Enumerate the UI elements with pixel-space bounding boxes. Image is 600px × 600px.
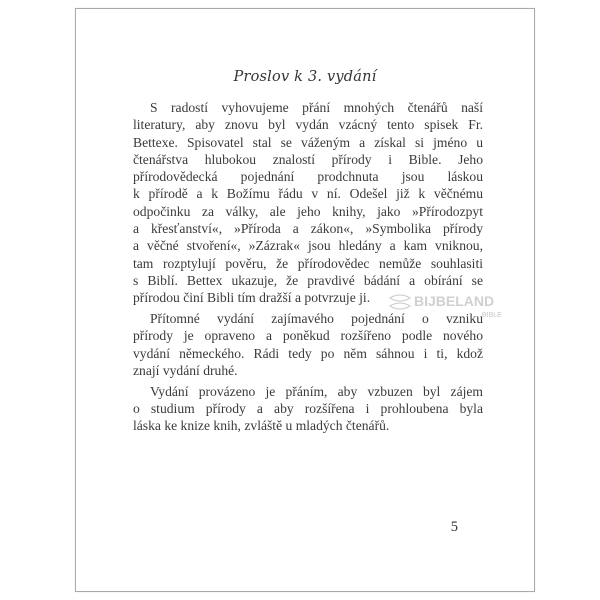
- text-line: k přírodě a k Božímu řádu v ní. Odešel již k věčnému: [133, 186, 483, 202]
- text-line: čtenářstva hlubokou znalostí přírody i Bible. Jeho: [133, 151, 483, 167]
- page-heading: Proslov k 3. vydání: [233, 69, 377, 85]
- text-line: Vydání provázeno je přáním, aby vzbuzen byl zájem: [150, 383, 483, 399]
- body-text: [133, 99, 483, 435]
- text-line: Bettexe. Spisovatel stal se váženým a získal si jméno u: [133, 134, 483, 150]
- text-line: Přítomné vydání zajímavého pojednání o vzniku: [150, 311, 483, 327]
- paragraph-2: [133, 310, 483, 379]
- page-number: 5: [450, 519, 458, 535]
- text-line: přírody je opraveno a poněkud rozšířeno podle nového: [133, 328, 483, 344]
- watermark-text: BIJBELAND: [414, 293, 495, 309]
- watermark-subtext: BIBLE: [482, 312, 502, 319]
- text-line: S radostí vyhovujeme přání mnohých čtenářů naší: [150, 100, 483, 115]
- text-line: vydání německého. Rádi tedy po něm sáhnou i ti, kdož: [133, 345, 483, 361]
- text-line: a křesťanství«, »Příroda a zákon«, »Symbolika přírody: [133, 221, 483, 237]
- text-line: s Biblí. Bettex ukazuje, že pravdivé bádání a obírání se: [133, 272, 483, 288]
- text-line: přírodovědecká pojednání prodchnuta jsou láskou: [133, 169, 483, 185]
- text-line: znají vydání druhé.: [133, 362, 238, 378]
- text-line: odpočinku za války, ale jeho knihy, jako »Přírodozpyt: [133, 203, 483, 219]
- paragraph-1: [133, 99, 483, 307]
- text-line: o studium přírody a aby rozšířena i prohloubena byla: [133, 401, 483, 417]
- text-line: literatury, aby znovu byl vydán vzácný tento spisek Fr.: [133, 117, 483, 133]
- text-line: láska ke knize knih, zvláště u mladých čtenářů.: [133, 418, 390, 434]
- text-line: a věčné stvoření«, »Zázrak« jsou hledány a kam vniknou,: [133, 238, 483, 254]
- paragraph-3: [133, 383, 483, 435]
- book-page: [75, 8, 535, 592]
- text-line: přírodou činí Bibli tím dražší a potvrzuje ji.: [133, 290, 371, 306]
- text-line: tam rozptylují pověru, že přírodovědec nemůže souhlasiti: [133, 255, 483, 271]
